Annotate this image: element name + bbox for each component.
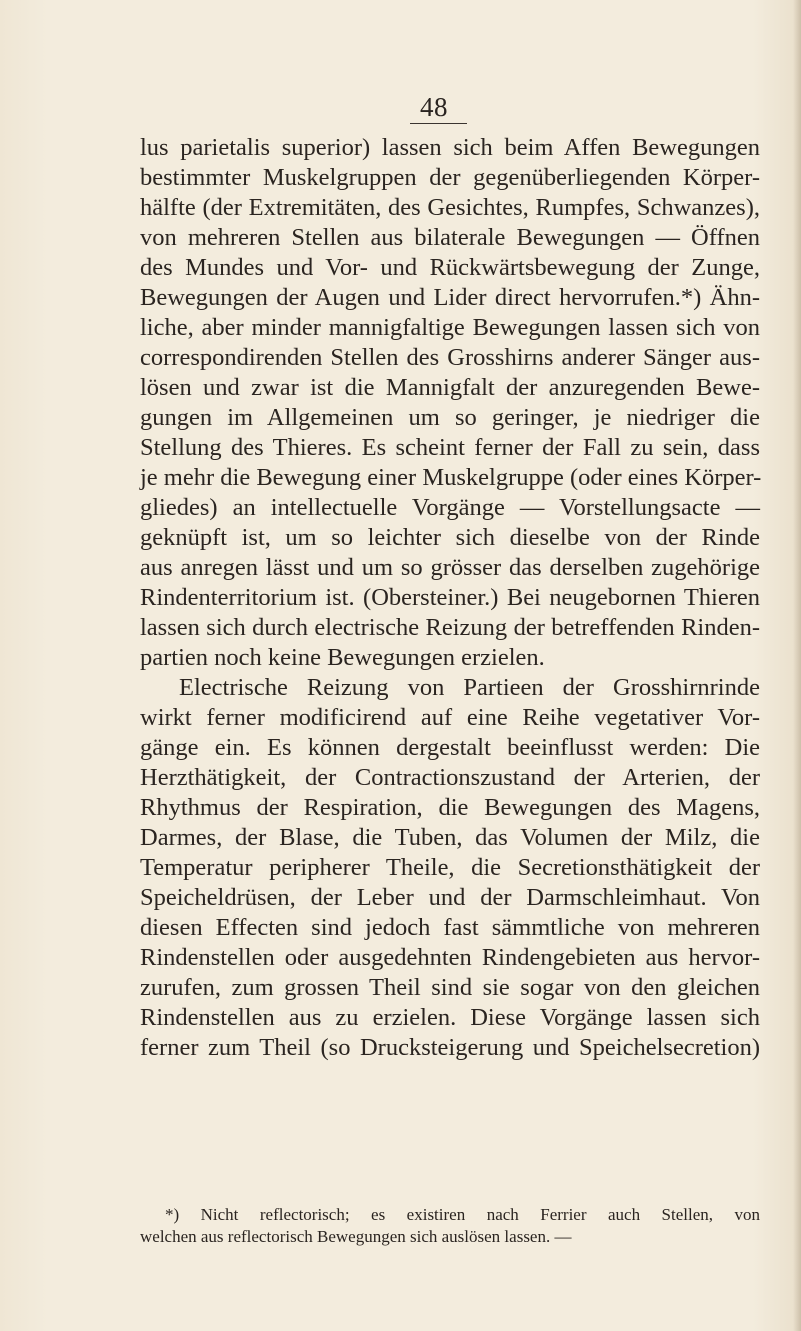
text-line: Darmes, der Blase, die Tuben, das Volumen der Milz, die [140,824,760,851]
text-line: Rindenterritorium ist. (Obersteiner.) Bei neugebornen Thieren [140,584,760,611]
text-line: lassen sich durch electrische Reizung der betreffenden Rinden- [140,614,760,641]
text-line: lösen und zwar ist die Mannigfalt der anzuregenden Bewe- [140,374,760,401]
footnote-line: welchen aus reflectorisch Bewegungen sich auslösen lassen. — [140,1227,572,1246]
text-line: Electrische Reizung von Partieen der Grosshirnrinde [179,674,760,701]
text-line: Temperatur peripherer Theile, die Secretionsthätigkeit der [140,854,760,881]
text-line: hälfte (der Extremitäten, des Gesichtes, Rumpfes, Schwanzes), [140,194,760,221]
text-line: bestimmter Muskelgruppen der gegenüberliegenden Körper- [140,164,760,191]
text-line: Speicheldrüsen, der Leber und der Darmschleimhaut. Von [140,884,760,911]
text-line: Herzthätigkeit, der Contractionszustand der Arterien, der [140,764,760,791]
text-line: partien noch keine Bewegungen erzielen. [140,644,545,671]
page-number: 48 [420,92,448,122]
text-line: wirkt ferner modificirend auf eine Reihe vegetativer Vor- [140,704,760,731]
text-line: lus parietalis superior) lassen sich beim Affen Bewegungen [140,134,760,161]
text-line: gänge ein. Es können dergestalt beeinflusst werden: Die [140,734,760,761]
text-line: diesen Effecten sind jedoch fast sämmtliche von mehreren [140,914,760,941]
text-line: Stellung des Thieres. Es scheint ferner der Fall zu sein, dass [140,434,760,461]
text-line: des Mundes und Vor- und Rückwärtsbewegung der Zunge, [140,254,760,281]
text-line: gliedes) an intellectuelle Vorgänge — Vorstellungsacte — [140,494,760,521]
text-line: liche, aber minder mannigfaltige Bewegungen lassen sich von [140,314,760,341]
text-line: geknüpft ist, um so leichter sich dieselbe von der Rinde [140,524,760,551]
text-line: Rhythmus der Respiration, die Bewegungen des Magens, [140,794,760,821]
footnote-line: *) Nicht reflectorisch; es existiren nach Ferrier auch Stellen, von [165,1205,760,1224]
text-line: je mehr die Bewegung einer Muskelgruppe (oder eines Körper- [140,464,762,491]
text-line: Rindenstellen oder ausgedehnten Rindengebieten aus hervor- [140,944,760,971]
body-text [140,133,760,1063]
text-line: aus anregen lässt und um so grösser das derselben zugehörige [140,554,760,581]
page-number-underline [410,123,467,124]
page-edge-shadow [793,0,801,1331]
text-line: von mehreren Stellen aus bilaterale Bewegungen — Öffnen [140,224,760,251]
text-line: correspondirenden Stellen des Grosshirns anderer Sänger aus- [140,344,760,371]
footnote [140,1204,760,1248]
text-line: zurufen, zum grossen Theil sind sie sogar von den gleichen [140,974,760,1001]
text-line: Bewegungen der Augen und Lider direct hervorrufen.*) Ähn- [140,284,760,311]
text-line: gungen im Allgemeinen um so geringer, je niedriger die [140,404,760,431]
text-line: ferner zum Theil (so Drucksteigerung und Speichelsecretion) [140,1034,760,1061]
text-line: Rindenstellen aus zu erzielen. Diese Vorgänge lassen sich [140,1004,760,1031]
